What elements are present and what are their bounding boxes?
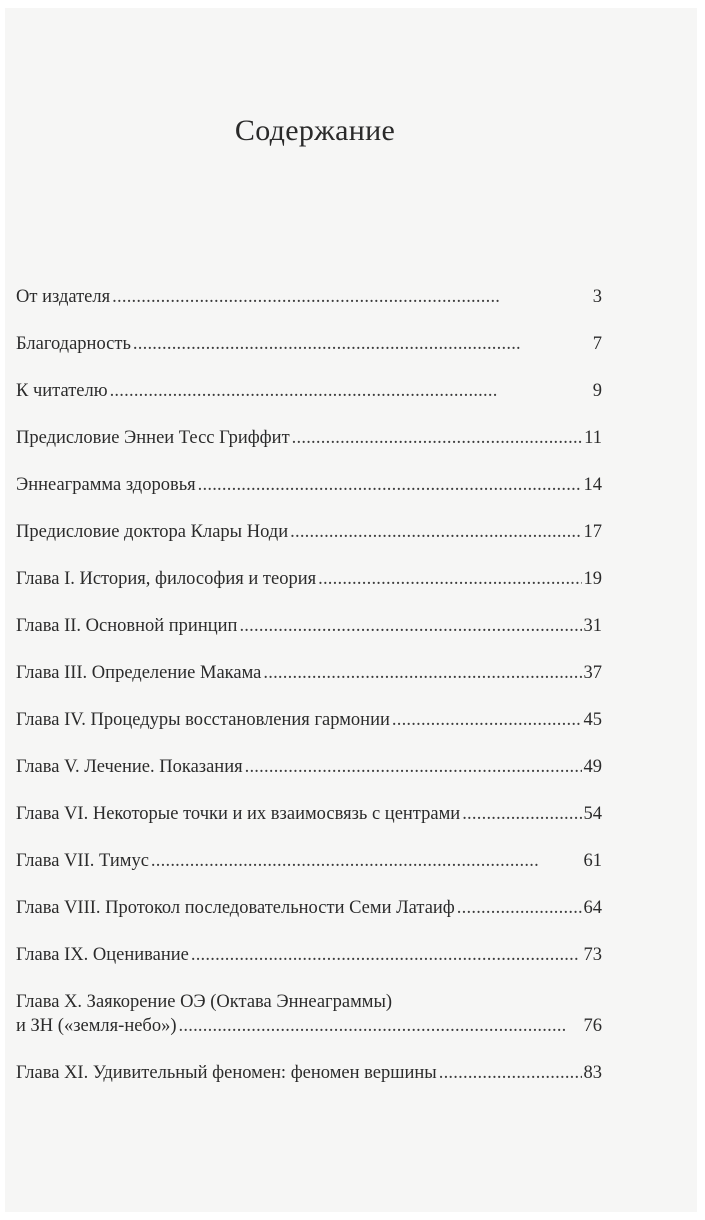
toc-page-number: 31: [583, 616, 602, 636]
toc-page-number: 3: [592, 287, 602, 307]
toc-entry: [16, 802, 602, 826]
toc-entry-title: Предисловие доктора Клары Ноди: [16, 522, 289, 542]
toc-entry-title: Предисловие Эннеи Тесс Гриффит: [16, 428, 290, 448]
dot-leader: [263, 661, 581, 685]
toc-entry: [16, 614, 602, 638]
table-of-contents: [16, 285, 602, 1108]
toc-entry: [16, 285, 602, 309]
toc-entry-line2: [16, 1014, 602, 1038]
toc-entry: [16, 896, 602, 920]
toc-entry: [16, 379, 602, 403]
dot-leader: [110, 379, 591, 403]
toc-page-number: 7: [592, 334, 602, 354]
dot-leader: [462, 802, 581, 826]
toc-page-number: 37: [583, 663, 602, 683]
toc-page-number: 19: [583, 569, 602, 589]
toc-entry-title: Глава V. Лечение. Показания: [16, 757, 243, 777]
toc-page-number: 61: [583, 851, 602, 871]
toc-page-number: 49: [583, 757, 602, 777]
toc-page-number: 83: [583, 1063, 602, 1083]
toc-entry-multiline: [16, 990, 602, 1038]
toc-entry: [16, 567, 602, 591]
toc-entry-title: Глава I. История, философия и теория: [16, 569, 317, 589]
toc-page-number: 17: [583, 522, 602, 542]
toc-entry-title: Эннеаграмма здоровья: [16, 475, 196, 495]
toc-page-number: 64: [583, 898, 602, 918]
dot-leader: [239, 614, 581, 638]
book-page: [5, 8, 697, 1212]
toc-entry: [16, 426, 602, 450]
toc-entry-title: Глава VI. Некоторые точки и их взаимосвязь с центрами: [16, 804, 461, 824]
page-title: Содержание: [234, 114, 396, 147]
toc-entry-title: Глава VII. Тимус: [16, 851, 149, 871]
dot-leader: [198, 473, 582, 497]
toc-entry-title: Глава IX. Оценивание: [16, 945, 189, 965]
toc-entry-title: Глава II. Основной принцип: [16, 616, 238, 636]
toc-page-number: 73: [583, 945, 602, 965]
toc-page-number: 54: [583, 804, 602, 824]
dot-leader: [292, 426, 583, 450]
toc-entry-title: Глава IV. Процедуры восстановления гармонии: [16, 710, 390, 730]
toc-entry: [16, 755, 602, 779]
dot-leader: [133, 332, 591, 356]
toc-page-number: 76: [583, 1016, 602, 1036]
toc-entry-title: Глава VIII. Протокол последовательности Семи Латаиф: [16, 898, 455, 918]
dot-leader: [318, 567, 581, 591]
toc-entry-title-line2: и ЗН («земля-небо»): [16, 1016, 177, 1036]
toc-entry: [16, 943, 602, 967]
dot-leader: [191, 943, 582, 967]
toc-entry-title: Благодарность: [16, 334, 131, 354]
toc-entry: [16, 708, 602, 732]
dot-leader: [179, 1014, 582, 1038]
dot-leader: [457, 896, 582, 920]
toc-entry: [16, 849, 602, 873]
dot-leader: [151, 849, 582, 873]
toc-entry: [16, 473, 602, 497]
toc-page-number: 14: [583, 475, 602, 495]
dot-leader: [245, 755, 582, 779]
toc-entry: [16, 332, 602, 356]
toc-entry-title: Глава XI. Удивительный феномен: феномен вершины: [16, 1063, 437, 1083]
toc-entry-title-line1: Глава X. Заякорение ОЭ (Октава Эннеаграммы): [16, 992, 393, 1012]
dot-leader: [112, 285, 591, 309]
toc-page-number: 11: [584, 428, 602, 448]
dot-leader: [439, 1061, 582, 1085]
toc-entry-title: К читателю: [16, 381, 108, 401]
toc-entry: [16, 661, 602, 685]
toc-page-number: 9: [592, 381, 602, 401]
dot-leader: [290, 520, 581, 544]
toc-entry-title: Глава III. Определение Макама: [16, 663, 262, 683]
dot-leader: [392, 708, 582, 732]
toc-entry: [16, 1061, 602, 1085]
toc-entry: [16, 520, 602, 544]
toc-entry-title: От издателя: [16, 287, 111, 307]
toc-page-number: 45: [583, 710, 602, 730]
